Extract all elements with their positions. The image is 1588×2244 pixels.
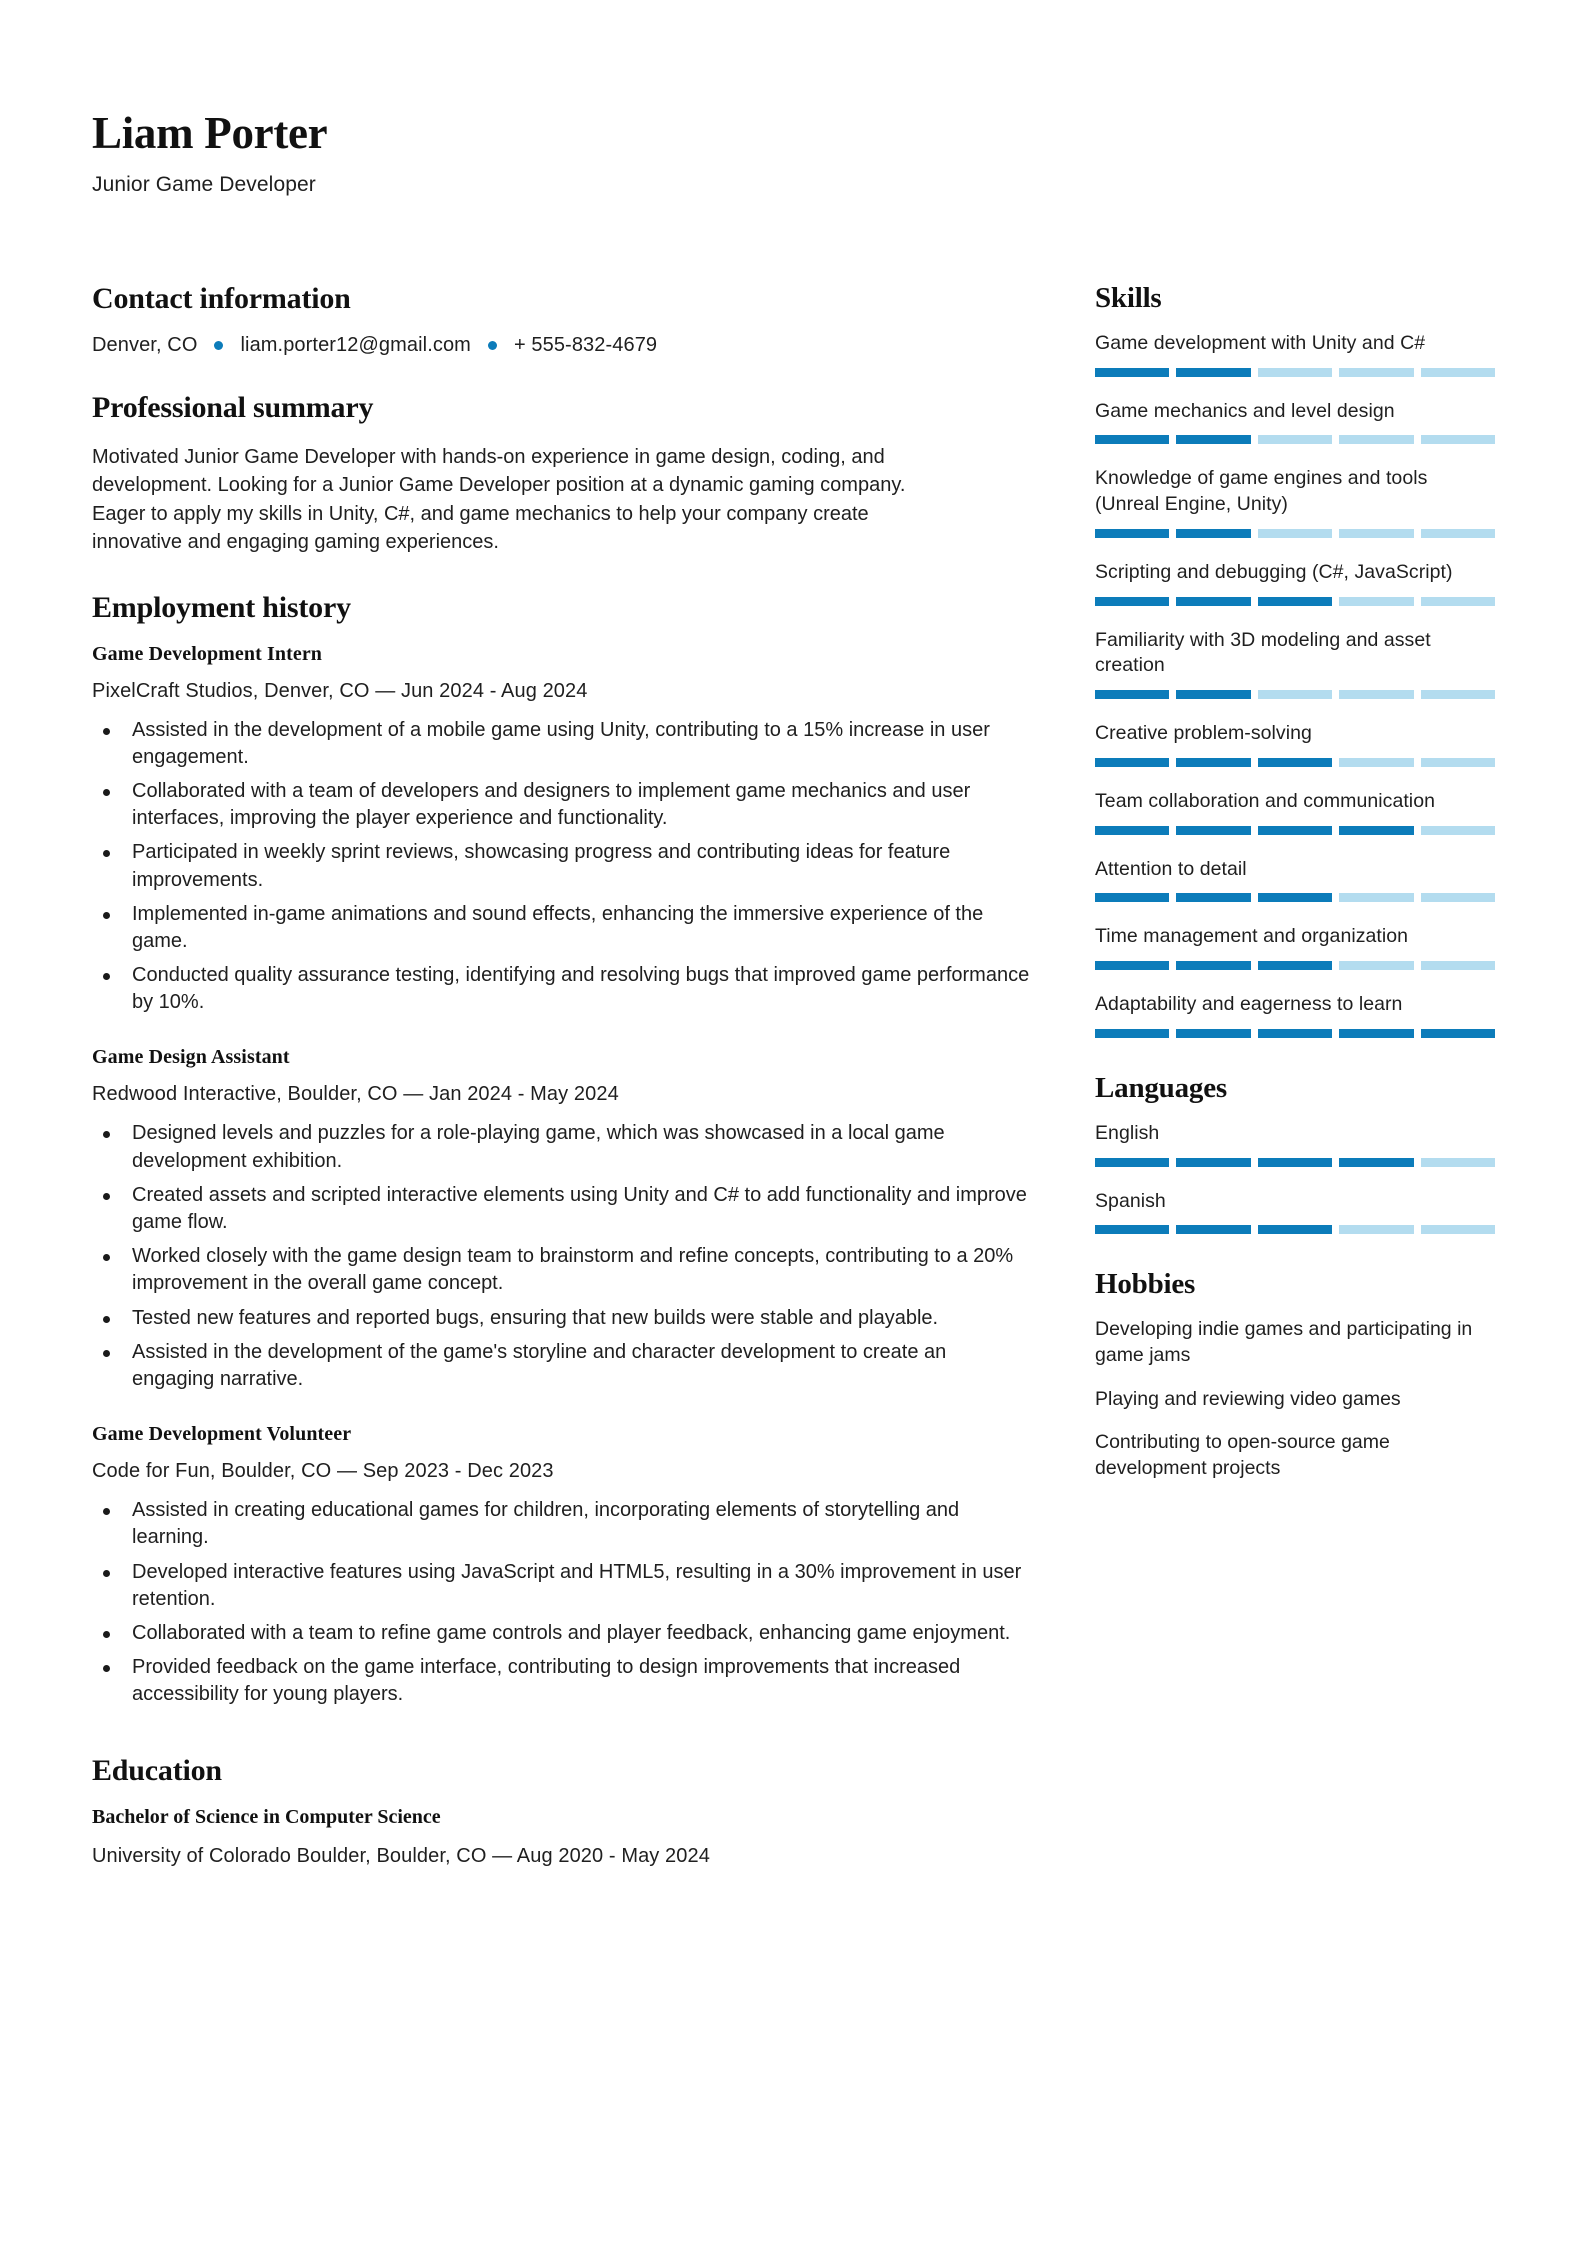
main-column [92, 282, 1032, 1902]
education-meta: University of Colorado Boulder, Boulder, CO — Aug 2020 - May 2024 [92, 1845, 710, 1868]
skill-label: Game development with Unity and C# [1095, 332, 1426, 354]
skill-label: Knowledge of game engines and tools (Unreal Engine, Unity) [1095, 467, 1428, 516]
hobby-item: Playing and reviewing video games [1095, 1387, 1401, 1410]
language-rating-segment [1258, 1158, 1332, 1167]
hobbies-list [1095, 1317, 1495, 1482]
job-role: Game Development Volunteer [92, 1423, 352, 1446]
bullet-separator-icon [214, 341, 223, 350]
skill-rating-segment [1339, 758, 1413, 767]
skill-rating-segment [1095, 1029, 1169, 1038]
skill-rating-segment [1258, 435, 1332, 444]
skill-rating-segment [1339, 826, 1413, 835]
language-rating-segment [1339, 1158, 1413, 1167]
skill-rating-segment [1176, 435, 1250, 444]
skill-item [1095, 857, 1495, 903]
skill-rating-segment [1176, 529, 1250, 538]
job-bullet: Collaborated with a team of developers and designers to implement game mechanics and user interfaces, improving the player experience and functionality. [92, 778, 1032, 832]
skill-item [1095, 789, 1495, 835]
skill-rating-segment [1258, 826, 1332, 835]
skill-rating-segment [1339, 1029, 1413, 1038]
language-rating-segment [1339, 1225, 1413, 1234]
skill-label: Creative problem-solving [1095, 722, 1312, 745]
bullet-separator-icon [488, 341, 497, 350]
skill-item [1095, 924, 1495, 970]
summary-text: Motivated Junior Game Developer with hands-on experience in game design, coding, and development. Looking for a Junior Game Developer position at a dynamic gaming company. Eager to apply my skills in Unity, C#, and game mechanics to help your company create innovative and engaging gaming experiences. [92, 446, 906, 554]
skill-rating-segment [1258, 690, 1332, 699]
skill-rating-segment [1258, 893, 1332, 902]
skill-item [1095, 560, 1495, 606]
contact-phone[interactable]: + 555-832-4679 [513, 334, 658, 356]
skill-rating-bar [1095, 529, 1495, 538]
job-meta: Redwood Interactive, Boulder, CO — Jan 2024 - May 2024 [92, 1083, 619, 1106]
skill-rating-segment [1339, 597, 1413, 606]
skill-rating-segment [1258, 597, 1332, 606]
candidate-job-title: Junior Game Developer [92, 173, 316, 197]
skill-rating-segment [1176, 1029, 1250, 1038]
education-section [92, 1754, 1032, 1868]
contact-location: Denver, CO [92, 334, 198, 356]
skill-rating-segment [1095, 529, 1169, 538]
language-rating-segment [1258, 1225, 1332, 1234]
skill-rating-segment [1258, 529, 1332, 538]
skill-item [1095, 721, 1495, 767]
job-entry [92, 1423, 1032, 1708]
contact-line [92, 334, 1032, 357]
skill-rating-segment [1421, 368, 1495, 377]
job-entry [92, 1046, 1032, 1393]
skill-label: Attention to detail [1095, 857, 1247, 880]
skill-label: Game mechanics and level design [1095, 399, 1395, 422]
employment-list [92, 643, 1032, 1709]
skills-list [1095, 331, 1495, 1038]
skill-label: Adaptability and eagerness to learn [1095, 993, 1403, 1016]
education-degree: Bachelor of Science in Computer Science [92, 1806, 441, 1829]
skill-rating-segment [1339, 529, 1413, 538]
skill-rating-segment [1339, 368, 1413, 377]
hobby-item: Contributing to open-source game development projects [1095, 1431, 1390, 1480]
skill-rating-segment [1176, 758, 1250, 767]
skill-label: Time management and organization [1095, 925, 1409, 948]
skill-rating-segment [1421, 893, 1495, 902]
job-meta: Code for Fun, Boulder, CO — Sep 2023 - Dec 2023 [92, 1460, 554, 1483]
skill-rating-bar [1095, 435, 1495, 444]
skill-rating-segment [1258, 758, 1332, 767]
skill-rating-segment [1421, 1029, 1495, 1038]
skill-rating-bar [1095, 368, 1495, 377]
language-rating-segment [1421, 1158, 1495, 1167]
skill-label: Scripting and debugging (C#, JavaScript) [1095, 560, 1453, 583]
contact-heading: Contact information [92, 282, 351, 315]
skill-item [1095, 399, 1495, 445]
skill-rating-bar [1095, 826, 1495, 835]
skill-rating-segment [1339, 961, 1413, 970]
job-bullet: Collaborated with a team to refine game controls and player feedback, enhancing game enjoyment. [92, 1620, 1032, 1647]
language-label: English [1095, 1121, 1160, 1144]
hobby-item: Developing indie games and participating in game jams [1095, 1318, 1473, 1367]
contact-section [92, 282, 1032, 357]
languages-list [1095, 1121, 1495, 1234]
job-bullet-list [92, 1120, 1032, 1393]
language-rating-segment [1095, 1225, 1169, 1234]
job-bullet: Conducted quality assurance testing, identifying and resolving bugs that improved game performance by 10%. [92, 962, 1032, 1016]
employment-heading: Employment history [92, 590, 351, 624]
skill-rating-segment [1421, 529, 1495, 538]
skill-rating-segment [1095, 758, 1169, 767]
contact-email[interactable]: liam.porter12@gmail.com [240, 334, 471, 356]
employment-section [92, 591, 1032, 1709]
hobbies-section [1095, 1268, 1495, 1482]
skill-rating-bar [1095, 1029, 1495, 1038]
skill-rating-segment [1176, 597, 1250, 606]
skill-rating-bar [1095, 758, 1495, 767]
skill-rating-segment [1176, 690, 1250, 699]
job-meta: PixelCraft Studios, Denver, CO — Jun 2024 - Aug 2024 [92, 679, 588, 702]
job-role: Game Development Intern [92, 642, 323, 665]
summary-heading: Professional summary [92, 391, 374, 424]
job-bullet: Developed interactive features using JavaScript and HTML5, resulting in a 30% improvement in user retention. [92, 1559, 1032, 1613]
skill-item [1095, 628, 1495, 699]
job-bullet: Worked closely with the game design team to brainstorm and refine concepts, contributing to a 20% improvement in the overall game concept. [92, 1243, 1032, 1297]
skill-rating-segment [1176, 893, 1250, 902]
languages-heading: Languages [1095, 1071, 1227, 1104]
job-bullet: Created assets and scripted interactive elements using Unity and C# to add functionality and improve game flow. [92, 1182, 1032, 1236]
skill-item [1095, 331, 1495, 377]
job-bullet: Participated in weekly sprint reviews, showcasing progress and contributing ideas for feature improvements. [92, 839, 1032, 893]
language-item [1095, 1121, 1495, 1167]
skill-rating-bar [1095, 961, 1495, 970]
skill-rating-segment [1258, 368, 1332, 377]
job-bullet-list [92, 717, 1032, 1017]
hobbies-heading: Hobbies [1095, 1268, 1196, 1301]
candidate-name: Liam Porter [92, 108, 328, 158]
job-bullet: Assisted in the development of a mobile game using Unity, contributing to a 15% increase in user engagement. [92, 717, 1032, 771]
job-bullet: Implemented in-game animations and sound effects, enhancing the immersive experience of the game. [92, 901, 1032, 955]
skill-label: Team collaboration and communication [1095, 789, 1435, 812]
languages-section [1095, 1072, 1495, 1234]
skill-rating-segment [1421, 961, 1495, 970]
skill-rating-segment [1176, 826, 1250, 835]
skill-rating-segment [1339, 893, 1413, 902]
skill-rating-segment [1421, 597, 1495, 606]
skill-rating-segment [1258, 1029, 1332, 1038]
job-role: Game Design Assistant [92, 1046, 290, 1069]
skill-rating-segment [1421, 435, 1495, 444]
skill-rating-segment [1095, 826, 1169, 835]
job-bullet: Tested new features and reported bugs, ensuring that new builds were stable and playable. [92, 1305, 1032, 1332]
skill-rating-segment [1095, 690, 1169, 699]
job-bullet: Provided feedback on the game interface, contributing to design improvements that increased accessibility for young players. [92, 1654, 1032, 1708]
skill-rating-segment [1095, 435, 1169, 444]
skill-rating-bar [1095, 893, 1495, 902]
skill-rating-segment [1421, 758, 1495, 767]
skill-item [1095, 992, 1495, 1038]
job-bullet: Assisted in the development of the game's storyline and character development to create an engaging narrative. [92, 1339, 1032, 1393]
skills-section [1095, 282, 1495, 1038]
skill-rating-segment [1421, 690, 1495, 699]
summary-section [92, 391, 1032, 557]
skill-rating-segment [1176, 961, 1250, 970]
skill-rating-segment [1095, 893, 1169, 902]
skill-label: Familiarity with 3D modeling and asset creation [1095, 628, 1431, 677]
skill-rating-bar [1095, 597, 1495, 606]
job-bullet: Assisted in creating educational games for children, incorporating elements of storytelling and learning. [92, 1497, 1032, 1551]
skill-rating-bar [1095, 690, 1495, 699]
skills-heading: Skills [1095, 282, 1162, 314]
language-item [1095, 1189, 1495, 1235]
language-rating-segment [1176, 1158, 1250, 1167]
skill-rating-segment [1095, 961, 1169, 970]
skill-rating-segment [1339, 690, 1413, 699]
language-rating-segment [1421, 1225, 1495, 1234]
job-bullet-list [92, 1497, 1032, 1708]
skill-rating-segment [1095, 368, 1169, 377]
skill-rating-segment [1258, 961, 1332, 970]
language-rating-bar [1095, 1225, 1495, 1234]
skill-rating-segment [1176, 368, 1250, 377]
language-label: Spanish [1095, 1189, 1166, 1212]
sidebar-column [1095, 282, 1495, 1516]
language-rating-bar [1095, 1158, 1495, 1167]
resume-header [92, 110, 1092, 197]
skill-rating-segment [1339, 435, 1413, 444]
skill-item [1095, 466, 1495, 537]
job-entry [92, 643, 1032, 1017]
language-rating-segment [1095, 1158, 1169, 1167]
job-bullet: Designed levels and puzzles for a role-playing game, which was showcased in a local game development exhibition. [92, 1120, 1032, 1174]
skill-rating-segment [1421, 826, 1495, 835]
education-heading: Education [92, 1754, 222, 1788]
language-rating-segment [1176, 1225, 1250, 1234]
skill-rating-segment [1095, 597, 1169, 606]
